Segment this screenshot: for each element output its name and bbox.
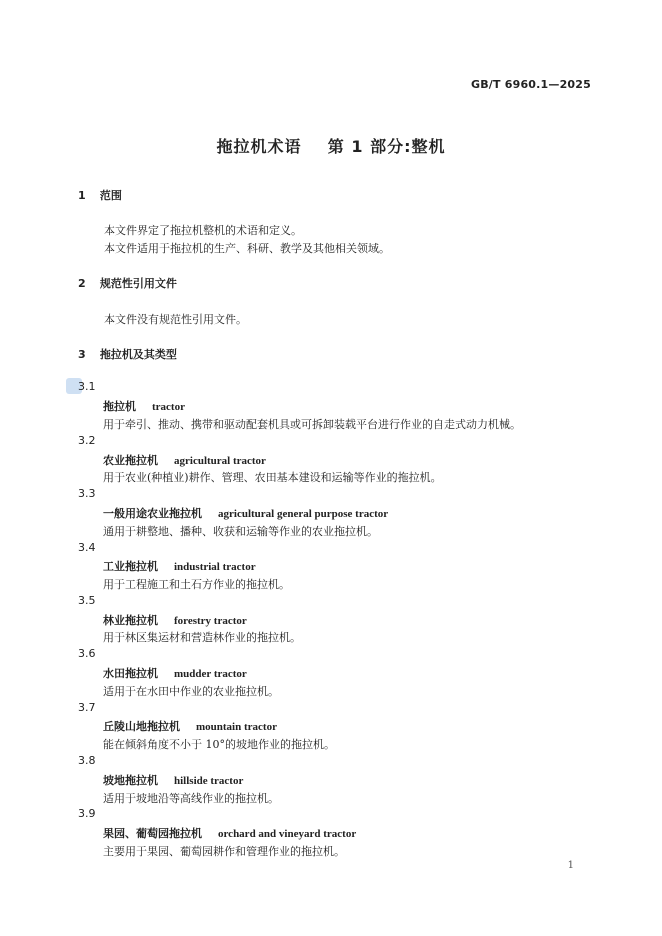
- term-chinese: 林业拖拉机: [103, 614, 158, 627]
- term-chinese: 农业拖拉机: [103, 454, 158, 467]
- term-english: orchard and vineyard tractor: [218, 828, 357, 840]
- term-english: hillside tractor: [174, 775, 244, 787]
- normative-paragraph: 本文件没有规范性引用文件。: [104, 313, 247, 326]
- term-definition: 适用于坡地沿等高线作业的拖拉机。: [103, 792, 279, 805]
- term-english: forestry tractor: [174, 615, 247, 627]
- term-chinese: 水田拖拉机: [103, 667, 158, 680]
- term-number: 3.7: [78, 701, 96, 714]
- section-heading-tractor-types: [78, 346, 177, 362]
- term-definition: 适用于在水田中作业的农业拖拉机。: [103, 685, 279, 698]
- term-definition: 用于牵引、推动、携带和驱动配套机具或可拆卸装载平台进行作业的自走式动力机械。: [103, 418, 521, 431]
- term-english: agricultural general purpose tractor: [218, 508, 389, 520]
- section-number: 1: [78, 189, 86, 202]
- term-chinese: 一般用途农业拖拉机: [103, 507, 202, 520]
- term-number: 3.9: [78, 807, 96, 820]
- scope-paragraph: 本文件界定了拖拉机整机的术语和定义。: [104, 224, 302, 237]
- term-name: [103, 505, 388, 521]
- section-number: 3: [78, 348, 86, 361]
- term-name: [103, 398, 185, 414]
- page-number: 1: [567, 860, 574, 871]
- term-number: 3.6: [78, 647, 96, 660]
- term-name: [103, 718, 277, 734]
- term-number: 3.3: [78, 487, 96, 500]
- term-number: 3.4: [78, 541, 96, 554]
- term-definition: 用于林区集运材和营造林作业的拖拉机。: [103, 631, 301, 644]
- section-heading-normative-references: [78, 275, 177, 291]
- term-name: [103, 558, 256, 574]
- section-title: 拖拉机及其类型: [99, 348, 177, 361]
- section-title: 规范性引用文件: [99, 277, 177, 290]
- term-name: [103, 772, 243, 788]
- term-definition: 用于工程施工和土石方作业的拖拉机。: [103, 578, 290, 591]
- term-name: [103, 825, 356, 841]
- term-name: [103, 665, 247, 681]
- term-number: 3.2: [78, 434, 96, 447]
- term-english: tractor: [152, 401, 185, 413]
- term-chinese: 拖拉机: [103, 400, 136, 413]
- term-number: 3.8: [78, 754, 96, 767]
- term-english: industrial tractor: [174, 561, 256, 573]
- term-english: mudder tractor: [174, 668, 247, 680]
- term-number: 3.5: [78, 594, 96, 607]
- term-definition: 用于农业(种植业)耕作、管理、农田基本建设和运输等作业的拖拉机。: [103, 471, 442, 484]
- term-number: 3.1: [78, 380, 96, 393]
- term-definition: 通用于耕整地、播种、收获和运输等作业的农业拖拉机。: [103, 525, 378, 538]
- section-title: 范围: [99, 189, 122, 202]
- term-english: mountain tractor: [196, 721, 277, 733]
- term-name: [103, 452, 266, 468]
- term-english: agricultural tractor: [174, 455, 266, 467]
- term-chinese: 丘陵山地拖拉机: [103, 720, 180, 733]
- term-definition: 主要用于果园、葡萄园耕作和管理作业的拖拉机。: [103, 845, 345, 858]
- term-chinese: 果园、葡萄园拖拉机: [103, 827, 202, 840]
- section-number: 2: [78, 277, 86, 290]
- document-title: 拖拉机术语 第 1 部分:整机: [216, 137, 446, 156]
- term-chinese: 工业拖拉机: [103, 560, 158, 573]
- term-definition: 能在倾斜角度不小于 10°的坡地作业的拖拉机。: [103, 738, 335, 751]
- term-name: [103, 612, 247, 628]
- section-heading-scope: [78, 187, 122, 203]
- standard-number: GB/T 6960.1—2025: [470, 78, 591, 91]
- scope-paragraph: 本文件适用于拖拉机的生产、科研、教学及其他相关领域。: [104, 242, 390, 255]
- term-chinese: 坡地拖拉机: [103, 774, 158, 787]
